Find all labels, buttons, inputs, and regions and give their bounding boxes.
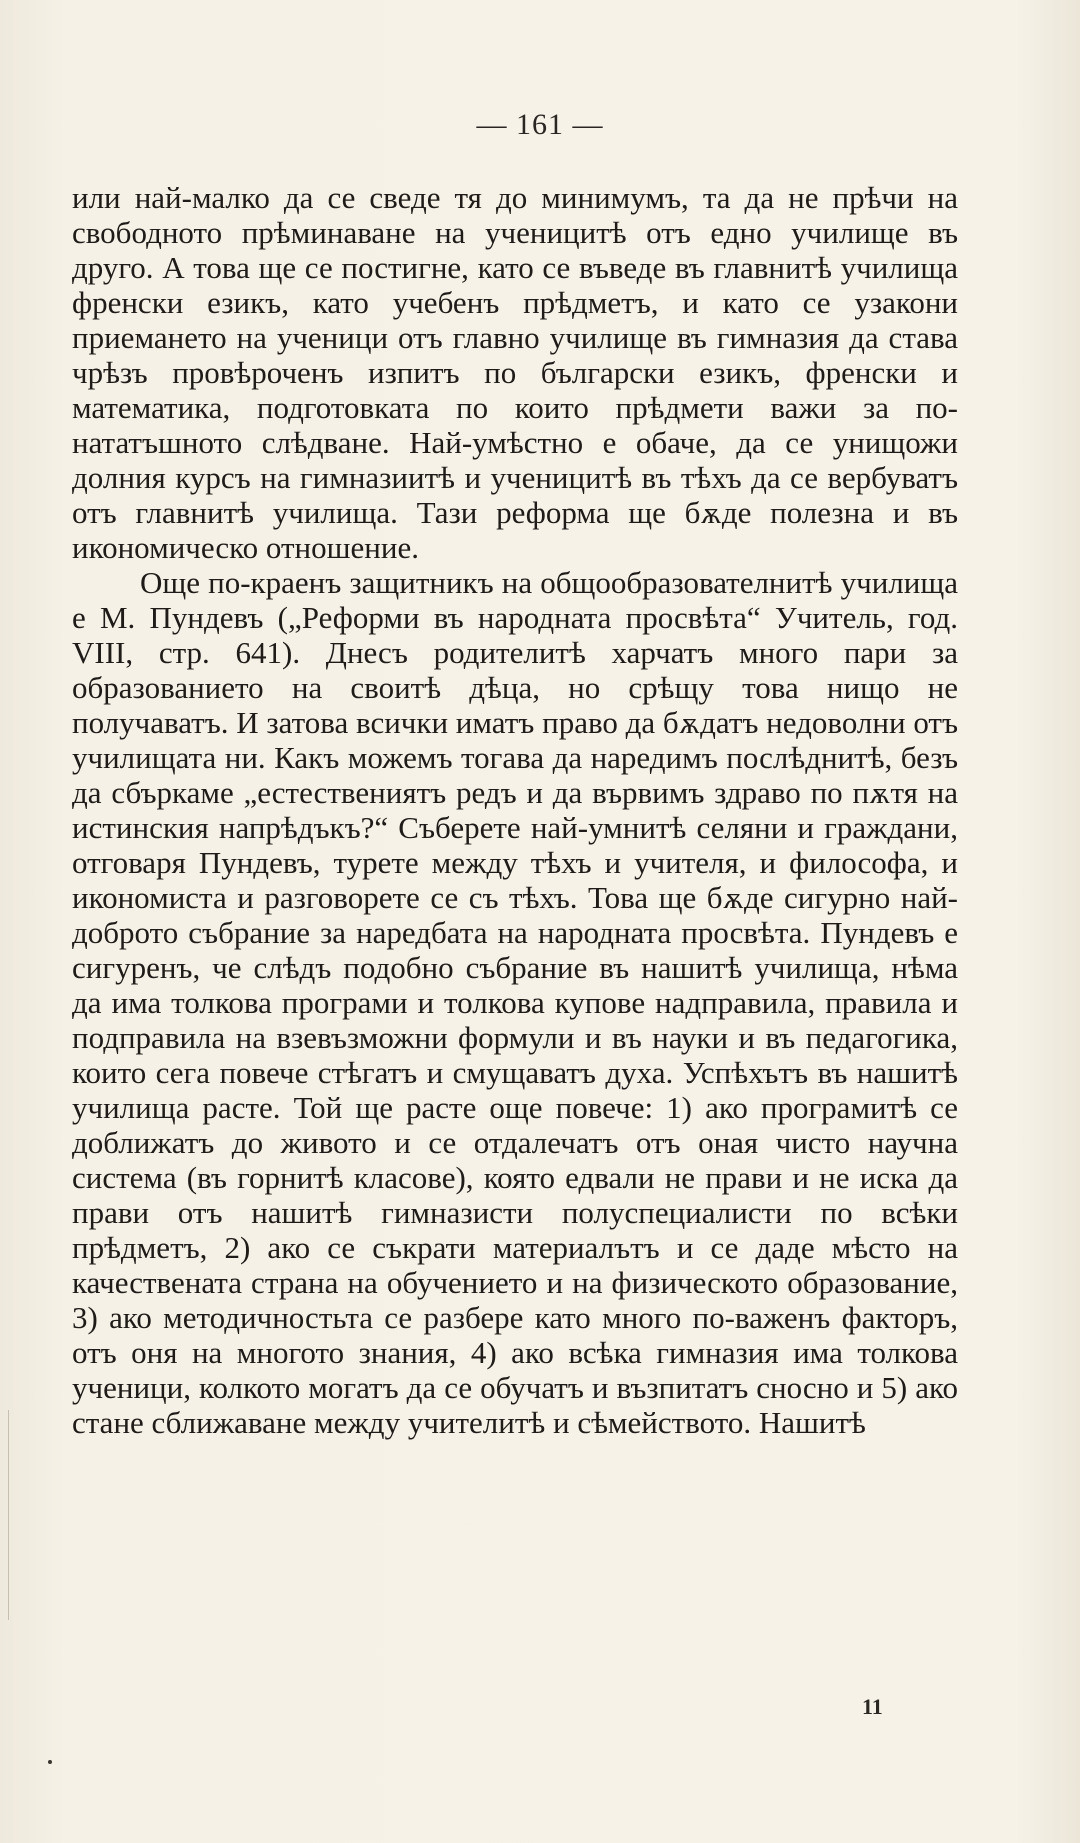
paragraph-continuation: или най-малко да се сведе тя до минимумъ, та да не прѣчи на свободното прѣминаване на ученицитѣ отъ едно училище въ друго. А това ще се постигне, като се въведе въ главнитѣ училища френски езикъ, като учебенъ прѣдметъ, и като се узакони приемането на ученици отъ главно училище въ гимназия да става чрѣзъ провѣроченъ изпитъ по български езикъ, френски и математика, подготовката по които прѣдмети важи за по-нататъшното слѣдване. Най-умѣстно е обаче, да се унищожи долния курсъ на гимназиитѣ и ученицитѣ въ тѣхъ да се вербуватъ отъ главнитѣ училища. Тази реформа ще бѫде полезна и въ икономическо отношение. bbox=[72, 180, 958, 565]
paper-speck bbox=[48, 1760, 52, 1764]
paragraph-pundev: Още по-краенъ защитникъ на общообразователнитѣ училища е М. Пундевъ („Реформи въ народната просвѣта“ Учитель, год. VIII, стр. 641). Днесъ родителитѣ харчатъ много пари за образованието на своитѣ дѣца, но срѣщу това нищо не получаватъ. И затова всички иматъ право да бѫдатъ недоволни отъ училищата ни. Какъ можемъ тогава да наредимъ послѣднитѣ, безъ да сбъркаме „естествениятъ редъ и да вървимъ здраво по пѫтя на истинския напрѣдъкъ?“ Съберете най-умнитѣ селяни и граждани, отговаря Пундевъ, турете между тѣхъ и учителя, и философа, и икономиста и разговорете се съ тѣхъ. Това ще бѫде сигурно най-доброто събрание за наредбата на народната просвѣта. Пундевъ е сигуренъ, че слѣдъ подобно събрание въ нашитѣ училища, нѣма да има толкова програми и толкова купове надправила, правила и подправила на взевъзможни формули и въ науки и въ педагогика, които сега повече стѣгатъ и смущаватъ духа. Успѣхътъ въ нашитѣ училища расте. Той ще расте още повече: 1) ако програмитѣ се доближатъ до живото и се отдалечатъ отъ оная чисто научна система (въ горнитѣ класове), която едвали не прави и не иска да прави отъ нашитѣ гимназисти полуспециалисти по всѣки прѣдметъ, 2) ако се съкрати материалътъ и се даде мѣсто на качествената страна на обучението и на физическото образование, 3) ако методичностьта се разбере като много по-важенъ факторъ, отъ оня на многото знания, 4) ако всѣка гимназия има толкова ученици, колкото могатъ да се обучатъ и възпитатъ сносно и 5) ако стане сближаване между учителитѣ и сѣмейството. Нашитѣ bbox=[72, 565, 958, 1440]
page-number: — 161 — bbox=[476, 108, 604, 141]
page-body-text bbox=[72, 180, 958, 1440]
printer-signature-mark: 11 bbox=[862, 1694, 883, 1719]
scan-margin-line bbox=[8, 1410, 9, 1620]
